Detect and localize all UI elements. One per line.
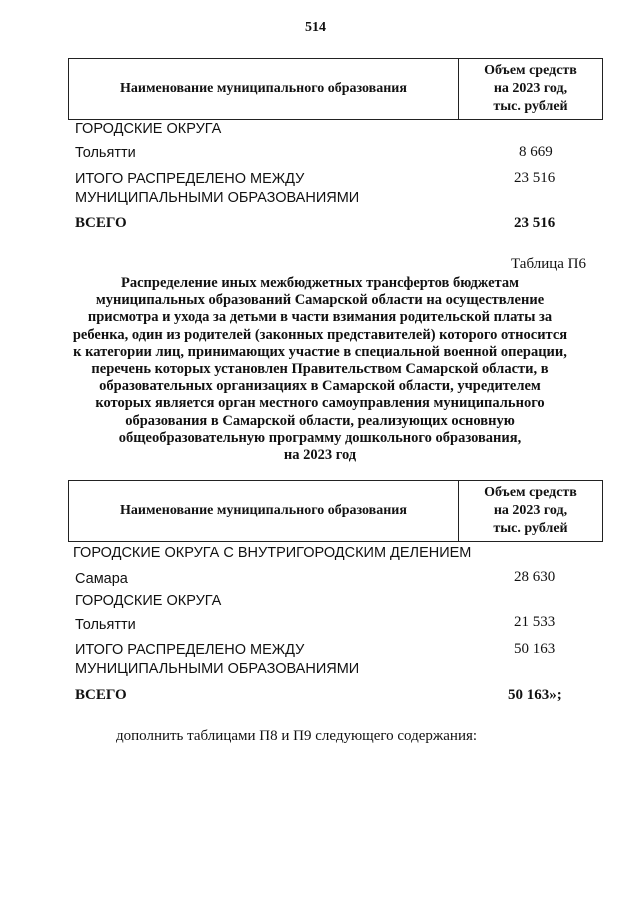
- table2-row-togliatti-name: Тольятти: [75, 617, 136, 633]
- footer-instruction: дополнить таблицами П8 и П9 следующего содержания:: [116, 728, 478, 744]
- table1-row-total-name: ВСЕГО: [75, 215, 127, 231]
- table2-row-distributed-value: 50 163: [514, 641, 556, 657]
- table2-section-intracity: ГОРОДСКИЕ ОКРУГА С ВНУТРИГОРОДСКИМ ДЕЛЕНИЕМ: [73, 545, 472, 561]
- table1-row-togliatti-value: 8 669: [519, 144, 553, 160]
- table1-row-togliatti-name: Тольятти: [75, 145, 136, 161]
- table2-row-total-value: 50 163»;: [508, 687, 562, 703]
- table2-row-samara-value: 28 630: [514, 569, 556, 585]
- table1-header-col-name: Наименование муниципального образования: [69, 59, 459, 119]
- table2-row-distributed-name: ИТОГО РАСПРЕДЕЛЕНО МЕЖДУ МУНИЦИПАЛЬНЫМИ ОБРАЗОВАНИЯМИ: [75, 642, 360, 677]
- table1-row-total-value: 23 516: [514, 215, 556, 231]
- table2-row-togliatti-value: 21 533: [514, 614, 556, 630]
- table2-title: Распределение иных межбюджетных трансфертов бюджетам муниципальных образований Самарской области на осуществление присмотра и ухода за детьми в части взимания родительской платы за ребенка, один из родителей (законных представителей) которого относится к категории лиц, принимающих участие в специальной военной операции, перечень которых установлен Правительством Самарской области, в образовательных организациях в Самарской области, учредителем которых является орган местного самоуправления муниципального образования в Самарской области, реализующих основную общеобразовательную программу дошкольного образования, на 2023 год: [72, 275, 568, 464]
- table1-row-distributed-value: 23 516: [514, 170, 556, 186]
- table1-row-distributed-name: ИТОГО РАСПРЕДЕЛЕНО МЕЖДУ МУНИЦИПАЛЬНЫМИ ОБРАЗОВАНИЯМИ: [75, 171, 360, 206]
- table1-header-col-amount: Объем средств на 2023 год, тыс. рублей: [484, 63, 577, 114]
- table2-row-total-name: ВСЕГО: [75, 687, 127, 703]
- table2-row-samara-name: Самара: [75, 571, 128, 587]
- table2-section-urban: ГОРОДСКИЕ ОКРУГА: [75, 593, 222, 609]
- page-number: 514: [305, 20, 326, 35]
- table2-header-col-name: Наименование муниципального образования: [69, 481, 459, 541]
- table2-header: [68, 480, 603, 542]
- table1-header: [68, 58, 603, 120]
- table2-header-col-amount: Объем средств на 2023 год, тыс. рублей: [484, 485, 577, 536]
- table2-label: Таблица П6: [511, 256, 586, 272]
- table1-section-urban: ГОРОДСКИЕ ОКРУГА: [75, 121, 222, 137]
